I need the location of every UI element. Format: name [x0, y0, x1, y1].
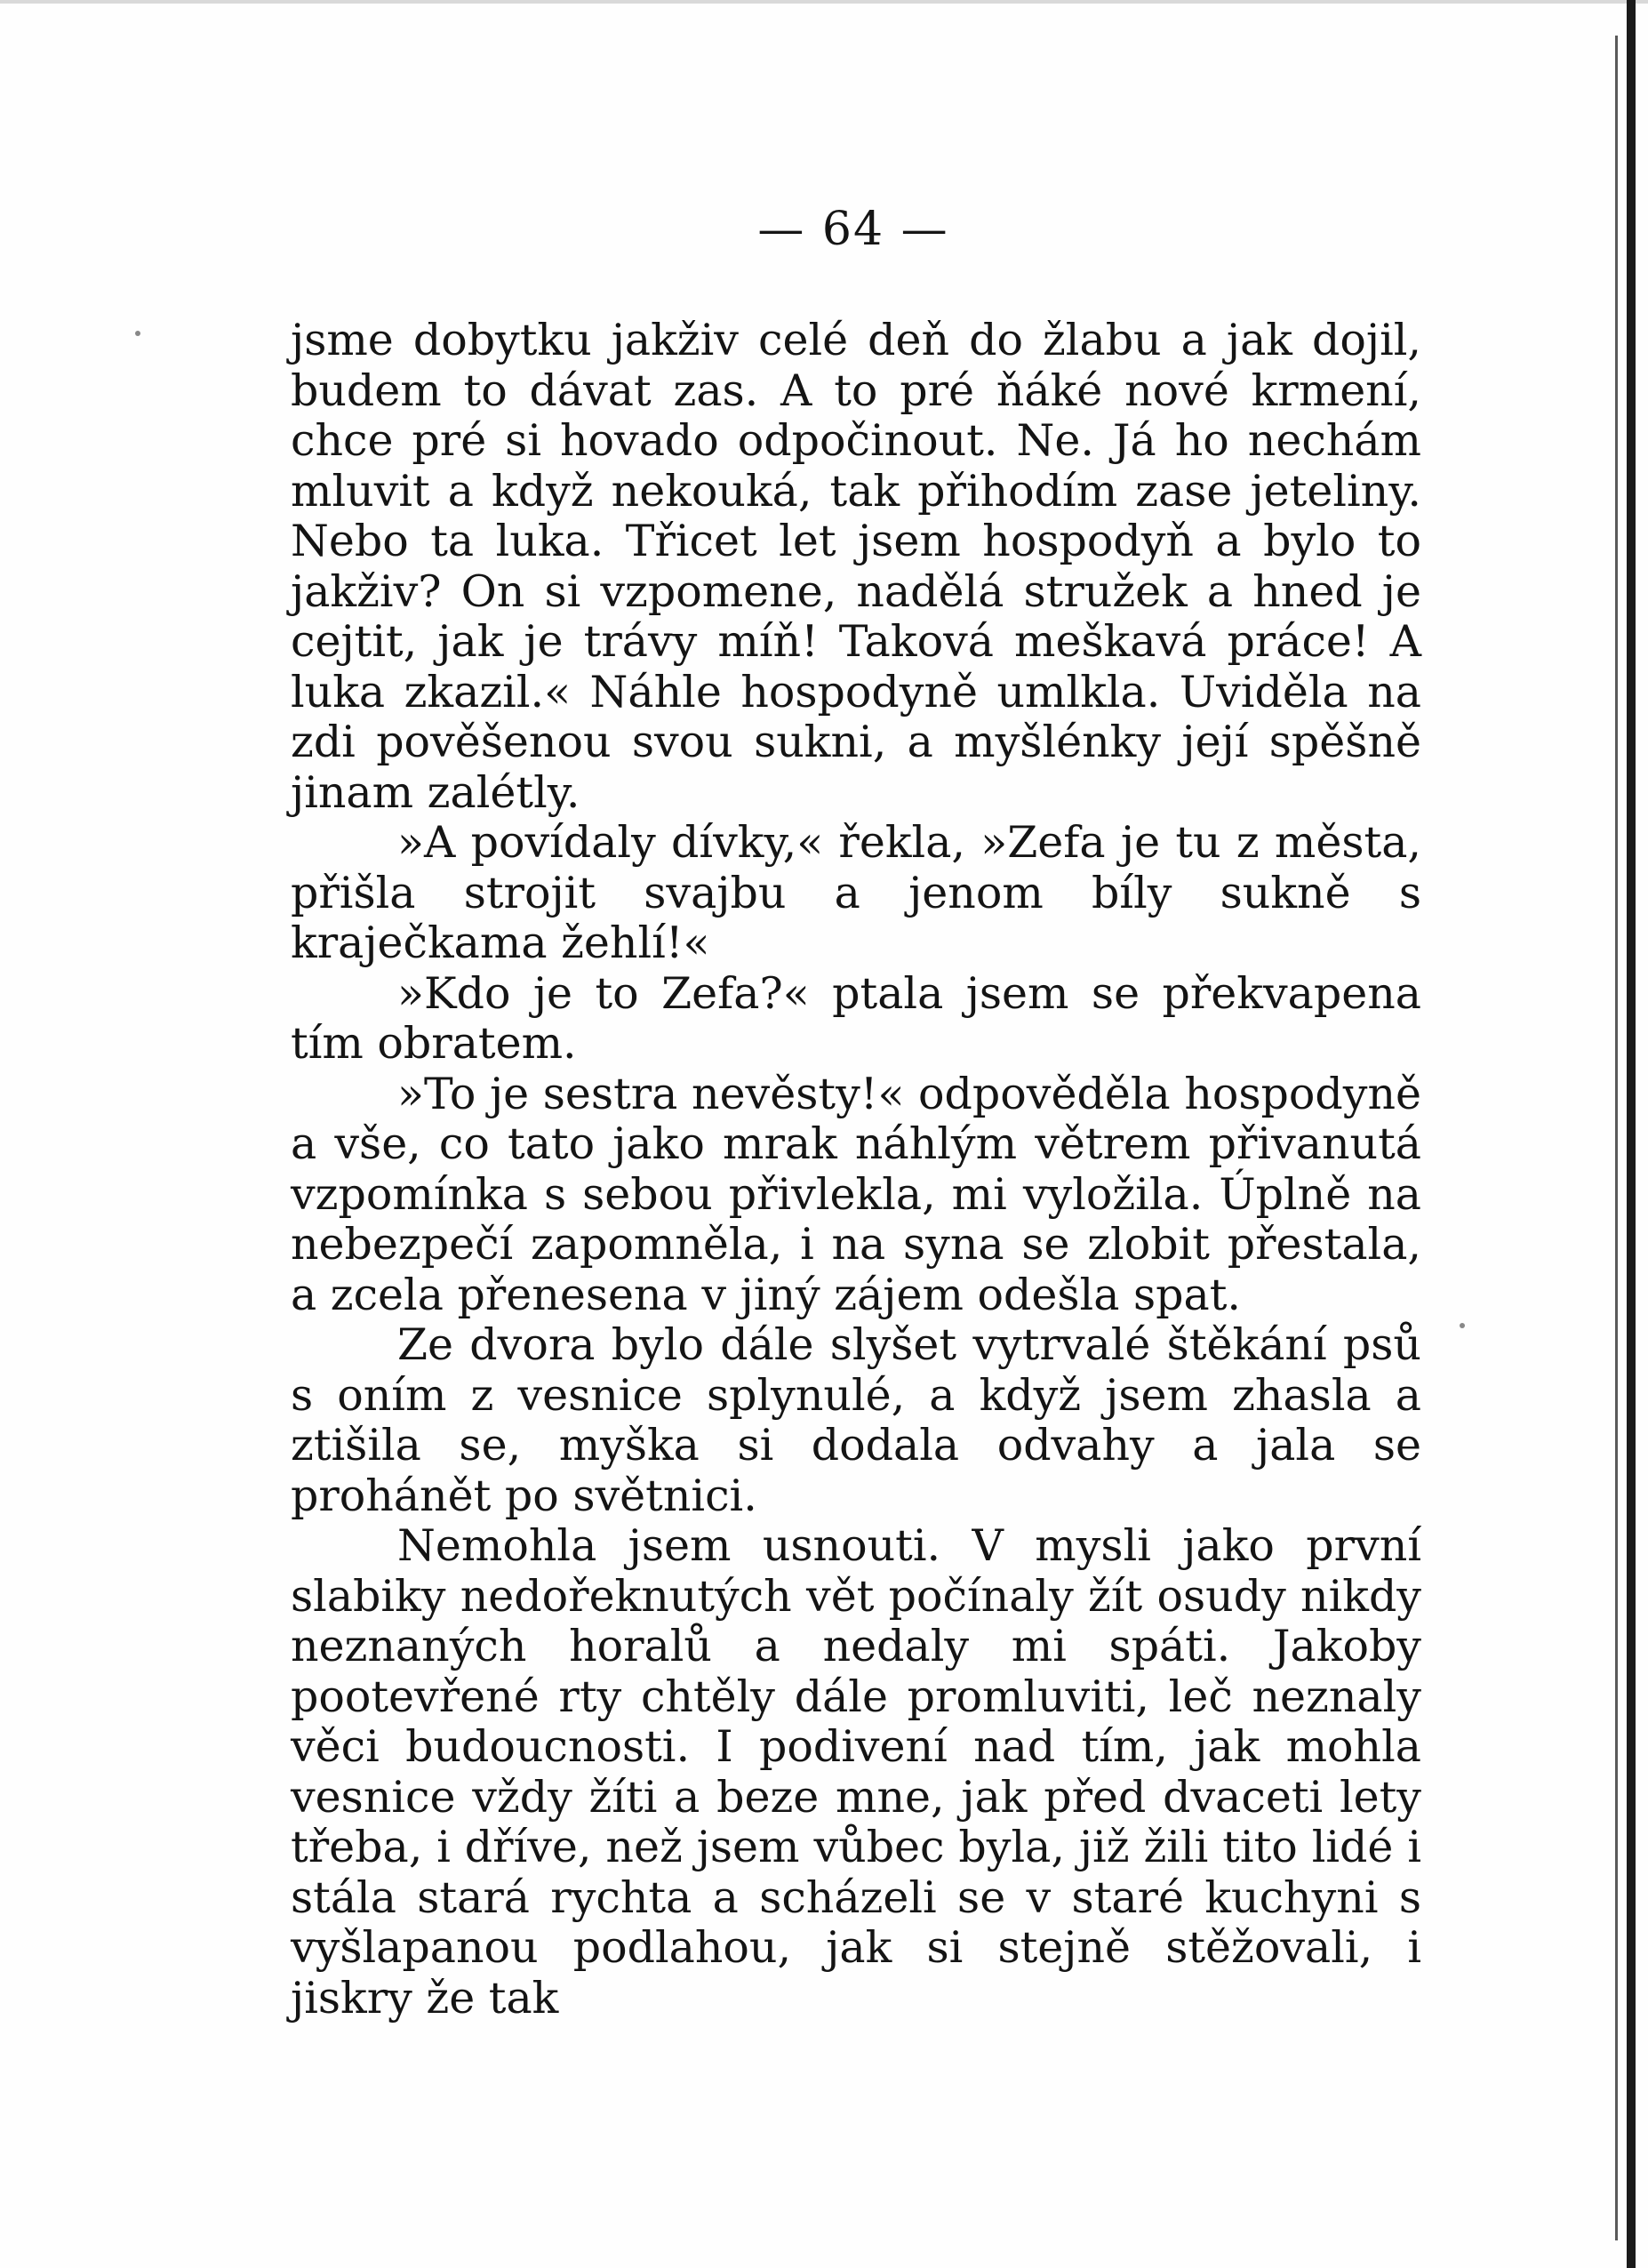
page-binding-edge [1627, 0, 1636, 2268]
body-text [291, 316, 1421, 2024]
paragraph: Nemohla jsem usnouti. V mysli jako první slabiky nedořeknutých vět počínaly žít osudy nikdy neznaných horalů a nedaly mi spáti. Jakoby pootevřené rty chtěly dále promluviti, leč neznaly věci budoucnosti. I podivení nad tím, jak mohla vesnice vždy žíti a beze mne, jak před dvaceti lety třeba, i dříve, než jsem vůbec byla, již žili tito lidé i stála stará rychta a scházeli se v staré kuchyni s vyšlapanou podlahou, jak si stejně stěžovali, i jiskry že tak [291, 1520, 1421, 2024]
paragraph: »A povídaly dívky,« řekla, »Zefa je tu z města, přišla strojit svajbu a jenom bíly sukně s kraječkama žehlí!« [291, 817, 1421, 968]
page-top-edge [0, 0, 1648, 4]
paragraph: »Kdo je to Zefa?« ptala jsem se překvapena tím obratem. [291, 967, 1421, 1069]
page-number: — 64 — [757, 203, 949, 256]
page-binding-edge-thin [1615, 36, 1618, 2240]
print-speck [135, 331, 140, 336]
print-speck [1460, 1323, 1465, 1328]
paragraph: jsme dobytku jakživ celé deň do žlabu a jak dojil, budem to dávat zas. A to pré ňáké nové krmení, chce pré si hovado odpočinout. Ne. Já ho nechám mluvit a když nekouká, tak přihodím zase jeteliny. Nebo ta luka. Třicet let jsem hospodyň a bylo to jakživ? On si vzpomene, nadělá stružek a hned je cejtit, jak je trávy míň! Taková meškavá práce! A luka zkazil.« Náhle hospodyně umlkla. Uviděla na zdi pověšenou svou sukni, a myšlénky její spěšně jinam zalétly. [291, 315, 1421, 818]
paragraph: Ze dvora bylo dále slyšet vytrvalé štěkání psů s oním z vesnice splynulé, a když jsem zhasla a ztišila se, myška si dodala odvahy a jala se prohánět po světnici. [291, 1319, 1421, 1521]
paragraph: »To je sestra nevěsty!« odpověděla hospodyně a vše, co tato jako mrak náhlým větrem přivanutá vzpomínka s sebou přivlekla, mi vyložila. Úplně na nebezpečí zapomněla, i na syna se zlobit přestala, a zcela přenesena v jiný zájem odešla spat. [291, 1068, 1421, 1320]
